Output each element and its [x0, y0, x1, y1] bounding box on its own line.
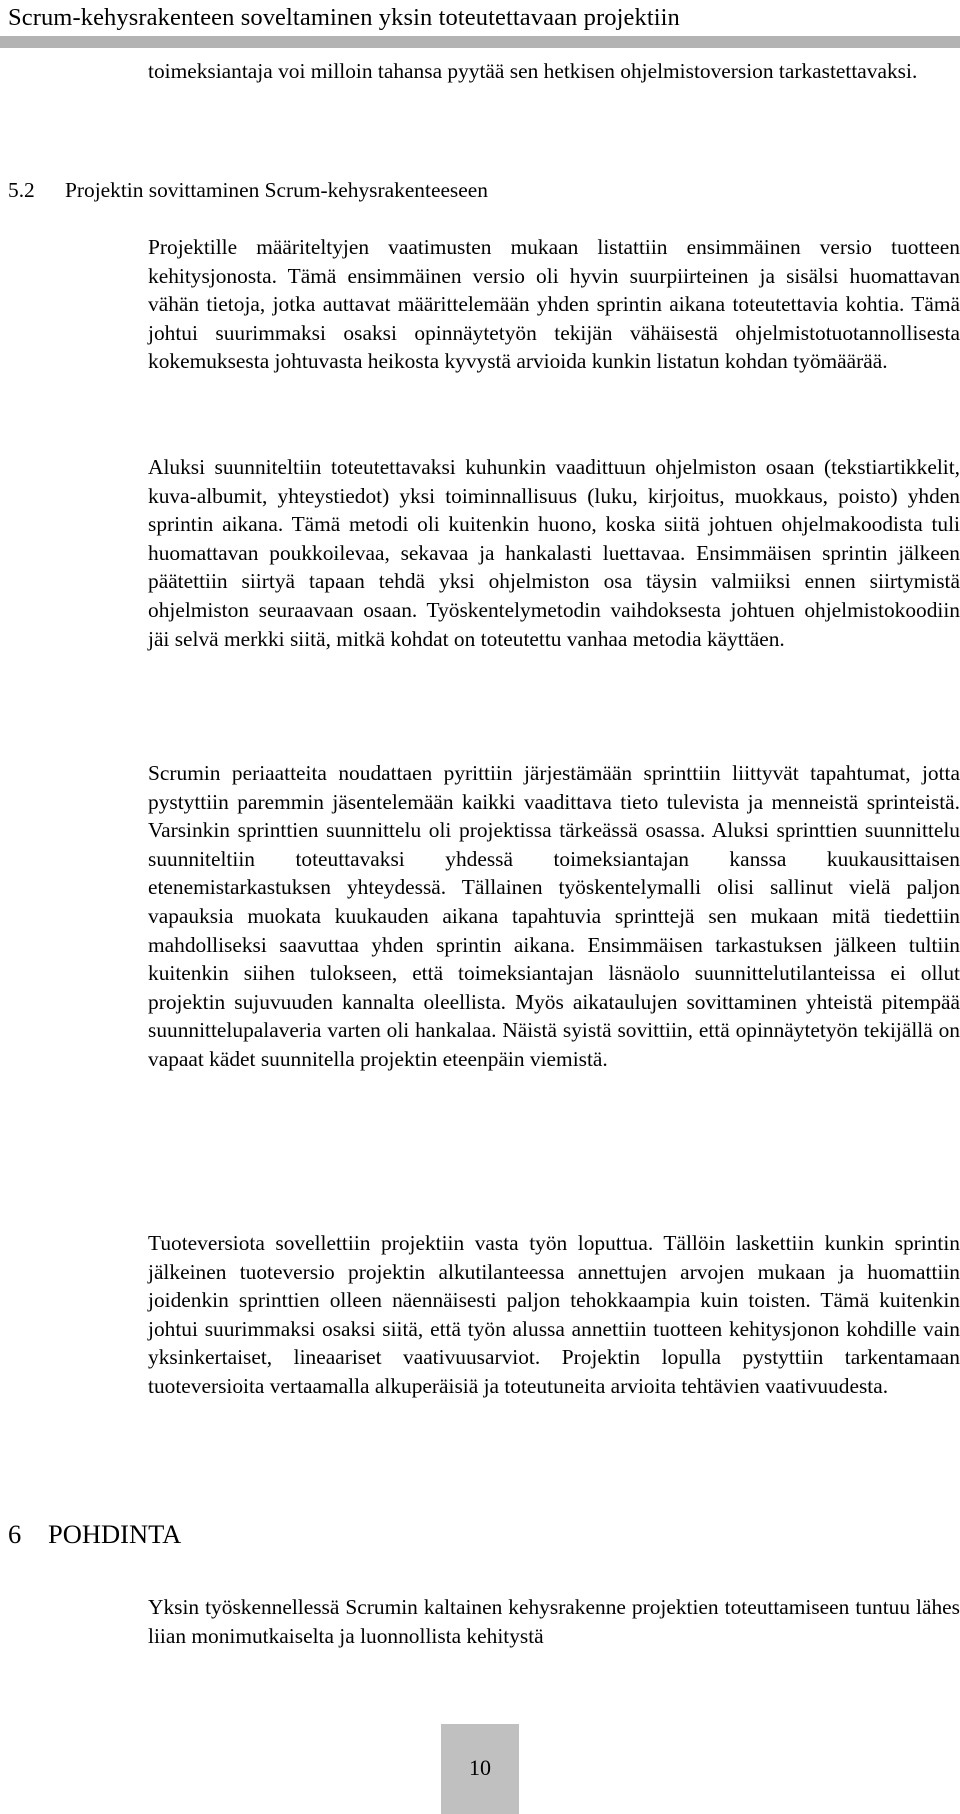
chapter-heading: [8, 1517, 181, 1551]
paragraph-4-block: [148, 1229, 960, 1401]
continuation-paragraph-block: [148, 57, 960, 86]
chapter-title: POHDINTA: [48, 1519, 182, 1549]
chapter-number: 6: [8, 1519, 22, 1549]
header-rule-bar: [0, 36, 960, 48]
paragraph-5: Yksin työskennellessä Scrumin kaltainen kehysrakenne projektien toteuttamiseen tuntuu lähes liian monimutkaiselta ja luonnollista kehitystä: [148, 1595, 960, 1648]
running-header: [0, 0, 960, 48]
section-heading: [8, 176, 488, 204]
paragraph-1-block: [148, 233, 960, 376]
paragraph-3: Scrumin periaatteita noudattaen pyrittiin järjestämään sprinttiin liittyvät tapahtumat, jotta pystyttiin paremmin jäsentelemään kaikki vaadittava tieto tulevista ja menneistä sprinteistä. Varsinkin sprinttien suunnittelu oli projektissa tärkeässä osassa. Aluksi sprinttien suunnittelu suunniteltiin toteuttavaksi yhdessä toimeksiantajan kanssa kuukausittaisen etenemistarkastuksen yhteydessä. Tällainen työskentelymalli olisi sallinut vielä paljon vapauksia muokata kuukauden aikana tapahtuvia sprinttejä sen mukaan mitä tiedettiin mahdolliseksi saavuttaa yhden sprintin aikana. Ensimmäisen tarkastuksen jälkeen tultiin kuitenkin siihen tulokseen, että toimeksiantajan läsnäolo suunnittelutilanteissa ei ollut projektin sujuvuuden kannalta oleellista. Myös aikataulujen sovittaminen yhteistä pitempää suunnittelupalaveria varten oli hankalaa. Näistä syistä sovittiin, että opinnäytetyön tekijällä on vapaat kädet suunnitella projektin eteenpäin viemistä.: [148, 761, 960, 1071]
paragraph-2-block: [148, 453, 960, 653]
paragraph-2: Aluksi suunniteltiin toteutettavaksi kuhunkin vaadittuun ohjelmiston osaan (tekstiartikkelit, kuva-albumit, yhteystiedot) yksi toiminnallisuus (luku, kirjoitus, muokkaus, poisto) yhden sprintin aikana. Tämä metodi oli kuitenkin huono, koska siitä johtuen ohjelmakoodista tuli huomattavan poukkoilevaa, sekavaa ja hankalasti luettavaa. Ensimmäisen sprintin jälkeen päätettiin siirtyä tapaan tehdä yksi ohjelmiston osa täysin valmiiksi ennen siirtymistä ohjelmiston seuraavaan osaan. Työskentelymetodin vaihdoksesta johtuen ohjelmistokoodiin jäi selvä merkki siitä, mitkä kohdat on toteutettu vanhaa metodia käyttäen.: [148, 455, 960, 651]
paragraph-4: Tuoteversiota sovellettiin projektiin vasta työn loputtua. Tällöin laskettiin kunkin sprintin jälkeinen tuoteversio projektin alkutilanteessa annettujen arvojen mukaan ja huomattiin joidenkin sprinttien olleen näennäisesti paljon tehokkaampia kuin toisten. Tämä kuitenkin johtui suurimmaksi osaksi siitä, että työn alussa annettiin tuotteen kehitysjonon kohdille vain yksinkertaiset, lineaariset vaativuusarviot. Projektin lopulla pystyttiin tarkentamaan tuoteversioita vertaamalla alkuperäisiä ja toteutuneita arvioita tehtävien vaativuudesta.: [148, 1231, 960, 1398]
section-title: Projektin sovittaminen Scrum-kehysrakenteeseen: [65, 178, 488, 202]
running-title: Scrum-kehysrakenteen soveltaminen yksin toteutettavaan projektiin: [8, 4, 680, 31]
paragraph-3-block: [148, 759, 960, 1074]
page-number: 10: [469, 1755, 491, 1780]
paragraph-5-block: [148, 1593, 960, 1650]
section-number: 5.2: [8, 178, 35, 202]
continuation-paragraph: toimeksiantaja voi milloin tahansa pyytää sen hetkisen ohjelmistoversion tarkastettavaksi.: [148, 59, 918, 83]
page-number-box: [441, 1724, 519, 1814]
paragraph-1: Projektille määriteltyjen vaatimusten mukaan listattiin ensimmäinen versio tuotteen kehitysjonosta. Tämä ensimmäinen versio oli hyvin suurpiirteinen ja sisälsi huomattavan vähän tietoja, jotka auttavat määrittelemään yhden sprintin aikana toteutettavia kohtia. Tämä johtui suurimmaksi osaksi opinnäytetyön tekijän vähäisestä ohjelmistotuotannollisesta kokemuksesta johtuvasta heikosta kyvystä arvioida kunkin listatun kohdan työmäärää.: [148, 235, 960, 374]
